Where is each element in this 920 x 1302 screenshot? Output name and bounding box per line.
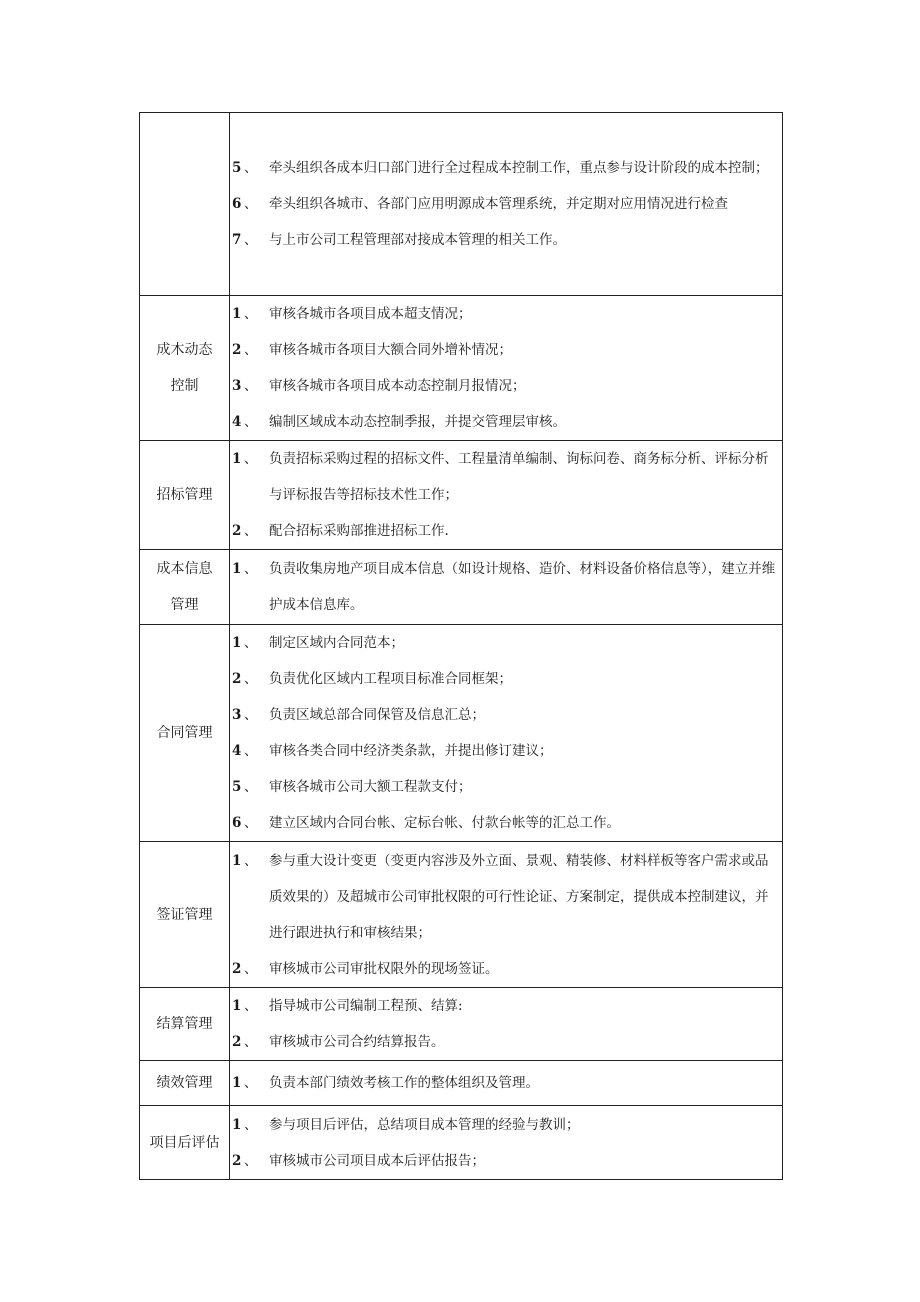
category-cell: 绩效管理 — [140, 1061, 230, 1106]
category-cell: 项目后评估 — [140, 1106, 230, 1180]
category-cell: 成本信息管理 — [140, 550, 230, 625]
table-row — [140, 625, 783, 842]
list-item: 1 、 参与项目后评估，总结项目成本管理的经验与教训； — [232, 1116, 580, 1133]
list-item: 5 、 牵头组织各成本归口部门进行全过程成本控制工作，重点参与设计阶段的成本控制； — [232, 160, 769, 176]
items-cell — [230, 550, 783, 625]
table-row — [140, 113, 783, 296]
table-row — [140, 296, 783, 441]
list-item: 3 、 审核各城市各项目成本动态控制月报情况； — [232, 378, 526, 394]
list-item: 1 、 制定区域内合同范本； — [232, 635, 404, 651]
list-item: 2 、 审核城市公司合约结算报告。 — [232, 1034, 445, 1050]
category-cell: 结算管理 — [140, 988, 230, 1061]
list-item: 2 、 负责优化区域内工程项目标准合同框架； — [232, 671, 512, 687]
items-cell — [230, 1061, 783, 1106]
list-item: 4 、 审核各类合同中经济类条款，并提出修订建议； — [232, 743, 553, 759]
category-cell — [140, 113, 230, 296]
items-cell — [230, 296, 783, 441]
list-item: 1 、 指导城市公司编制工程预、结算: — [232, 998, 463, 1014]
list-item: 4 、 编制区域成本动态控制季报，并提交管理层审核。 — [232, 414, 566, 430]
items-cell — [230, 988, 783, 1061]
table-row — [140, 441, 783, 550]
list-item: 2 、 审核城市公司项目成本后评估报告； — [232, 1152, 485, 1169]
table-row — [140, 842, 783, 988]
list-item: 5 、 审核各城市公司大额工程款支付； — [232, 779, 472, 795]
list-item: 1 、 负责收集房地产项目成本信息（如设计规格、造价、材料设备价格信息等），建立并维护成本信息库。 — [232, 561, 776, 613]
category-cell: 招标管理 — [140, 441, 230, 550]
items-cell — [230, 1106, 783, 1180]
table-row — [140, 550, 783, 625]
list-item: 1 、 参与重大设计变更（变更内容涉及外立面、景观、精装修、材料样板等客户需求或品质效果的）及超城市公司审批权限的可行性论证、方案制定，提供成本控制建议，并进行跟进执行和审核结果； — [232, 852, 769, 941]
table-row — [140, 1061, 783, 1106]
list-item: 3 、 负责区域总部合同保管及信息汇总； — [232, 707, 485, 723]
duties-table — [139, 112, 783, 1180]
list-item: 2 、 审核城市公司审批权限外的现场签证。 — [232, 960, 499, 977]
table-row — [140, 1106, 783, 1180]
items-cell — [230, 625, 783, 842]
list-item: 1 、 负责招标采购过程的招标文件、工程量清单编制、询标问卷、商务标分析、评标分析与评标报告等招标技术性工作； — [232, 451, 769, 503]
items-cell — [230, 441, 783, 550]
category-cell: 签证管理 — [140, 842, 230, 988]
list-item: 7 、 与上市公司工程管理部对接成本管理的相关工作。 — [232, 232, 566, 248]
table-row — [140, 988, 783, 1061]
items-cell — [230, 113, 783, 296]
list-item: 2 、 配合招标采购部推进招标工作. — [232, 523, 449, 539]
items-cell — [230, 842, 783, 988]
list-item: 1 、 审核各城市各项目成本超支情况； — [232, 306, 472, 322]
list-item: 6 、 牵头组织各城市、各部门应用明源成本管理系统，并定期对应用情况进行检查 — [232, 196, 728, 212]
category-cell: 合同管理 — [140, 625, 230, 842]
list-item: 1 、 负责本部门绩效考核工作的整体组织及管理。 — [232, 1075, 539, 1091]
category-cell: 成木动态控制 — [140, 296, 230, 441]
list-item: 2 、 审核各城市各项目大额合同外增补情况； — [232, 342, 512, 358]
list-item: 6 、 建立区域内合同台帐、定标台帐、付款台帐等的汇总工作。 — [232, 815, 620, 831]
